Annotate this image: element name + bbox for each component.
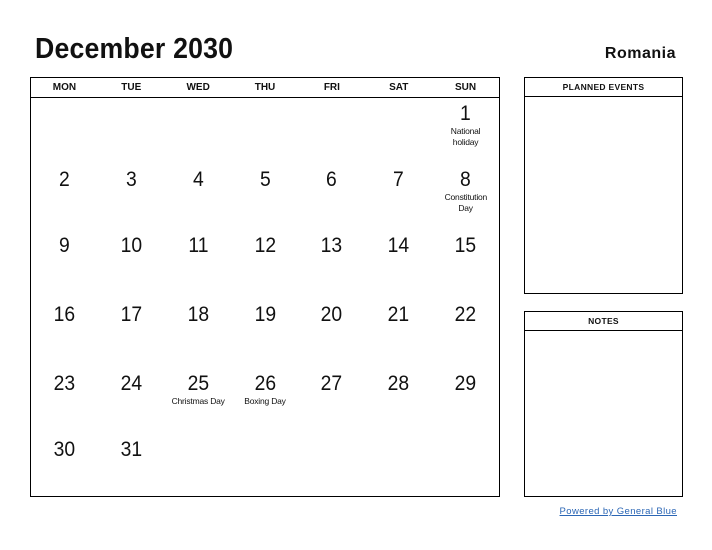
- day-cell: [31, 168, 98, 214]
- day-cell: [98, 438, 165, 462]
- notes-panel: [524, 311, 683, 497]
- day-cell: [31, 372, 98, 407]
- holiday-label: National holiday: [450, 126, 481, 147]
- day-cell: [232, 372, 299, 407]
- day-cell: [432, 438, 499, 462]
- day-number: 23: [53, 372, 76, 395]
- weekday-fri: FRI: [323, 82, 340, 93]
- day-cell: [31, 234, 98, 258]
- country-label: Romania: [604, 45, 676, 62]
- day-number: 2: [59, 168, 70, 191]
- day-number: 8: [460, 168, 471, 191]
- day-number: 7: [393, 168, 405, 191]
- day-cell: [31, 438, 98, 462]
- day-number: 17: [120, 303, 143, 326]
- day-number: 9: [59, 234, 70, 257]
- day-cell: [432, 372, 499, 407]
- day-cell: [298, 372, 365, 407]
- day-number: 5: [259, 168, 271, 191]
- day-number: 4: [192, 168, 204, 191]
- day-cell: [165, 234, 232, 258]
- calendar-grid: [30, 77, 500, 497]
- weekday-sat: SAT: [389, 82, 409, 93]
- day-cell: [98, 102, 165, 148]
- calendar-week: [31, 234, 499, 258]
- day-number: 13: [321, 234, 343, 257]
- day-number: 31: [120, 438, 143, 461]
- day-cell: [232, 303, 299, 327]
- holiday-label: Constitution Day: [444, 192, 488, 213]
- weekday-mon: MON: [52, 82, 77, 93]
- day-cell: [298, 102, 365, 148]
- day-number: 14: [387, 234, 410, 257]
- calendar-week: [31, 168, 499, 214]
- day-cell: [165, 168, 232, 214]
- day-number: 3: [125, 168, 137, 191]
- day-number: 12: [254, 234, 276, 257]
- day-cell: [165, 102, 232, 148]
- day-number: 22: [454, 303, 477, 326]
- day-cell: [365, 303, 432, 327]
- calendar-week: [31, 372, 499, 407]
- weekday-sun: SUN: [455, 82, 477, 93]
- weekday-header: [31, 78, 499, 98]
- day-cell: [432, 102, 499, 148]
- weekday-tue: TUE: [121, 82, 142, 93]
- powered-by-link[interactable]: Powered by General Blue: [559, 506, 677, 517]
- day-cell: [232, 234, 299, 258]
- day-number: 29: [454, 372, 477, 395]
- day-number: 16: [53, 303, 76, 326]
- day-number: 27: [321, 372, 343, 395]
- calendar-week: [31, 102, 499, 148]
- day-number: 21: [387, 303, 410, 326]
- holiday-label: Boxing Day: [244, 396, 286, 406]
- day-cell: [432, 234, 499, 258]
- day-number: 26: [254, 372, 276, 395]
- weekday-thu: THU: [254, 82, 276, 93]
- day-number: 1: [460, 102, 471, 125]
- day-number: 10: [120, 234, 143, 257]
- day-cell: [365, 168, 432, 214]
- day-number: 28: [387, 372, 410, 395]
- day-cell: [165, 303, 232, 327]
- page-title: December 2030: [35, 33, 234, 65]
- day-number: 18: [187, 303, 209, 326]
- day-cell: [98, 168, 165, 214]
- day-number: 6: [326, 168, 338, 191]
- day-cell: [298, 168, 365, 214]
- day-cell: [298, 303, 365, 327]
- day-number: 24: [120, 372, 143, 395]
- planned-events-panel: [524, 77, 683, 294]
- day-number: 19: [254, 303, 276, 326]
- weekday-wed: WED: [186, 82, 210, 93]
- day-number: 25: [187, 372, 209, 395]
- day-cell: [31, 102, 98, 148]
- day-cell: [165, 438, 232, 462]
- day-cell: [232, 102, 299, 148]
- day-cell: [165, 372, 232, 407]
- calendar-weeks: [31, 98, 499, 496]
- day-cell: [232, 168, 299, 214]
- day-cell: [365, 102, 432, 148]
- day-number: 11: [188, 234, 209, 257]
- planned-events-heading: PLANNED EVENTS: [525, 78, 682, 97]
- holiday-label: Christmas Day: [171, 396, 225, 406]
- day-cell: [98, 234, 165, 258]
- notes-heading: NOTES: [525, 312, 682, 331]
- day-number: 15: [454, 234, 477, 257]
- day-cell: [432, 168, 499, 214]
- day-cell: [365, 372, 432, 407]
- day-number: 30: [53, 438, 76, 461]
- day-cell: [298, 234, 365, 258]
- day-cell: [365, 234, 432, 258]
- day-number: 20: [321, 303, 343, 326]
- day-cell: [98, 303, 165, 327]
- day-cell: [298, 438, 365, 462]
- day-cell: [31, 303, 98, 327]
- day-cell: [232, 438, 299, 462]
- calendar-week: [31, 438, 499, 462]
- day-cell: [98, 372, 165, 407]
- calendar-week: [31, 303, 499, 327]
- day-cell: [365, 438, 432, 462]
- day-cell: [432, 303, 499, 327]
